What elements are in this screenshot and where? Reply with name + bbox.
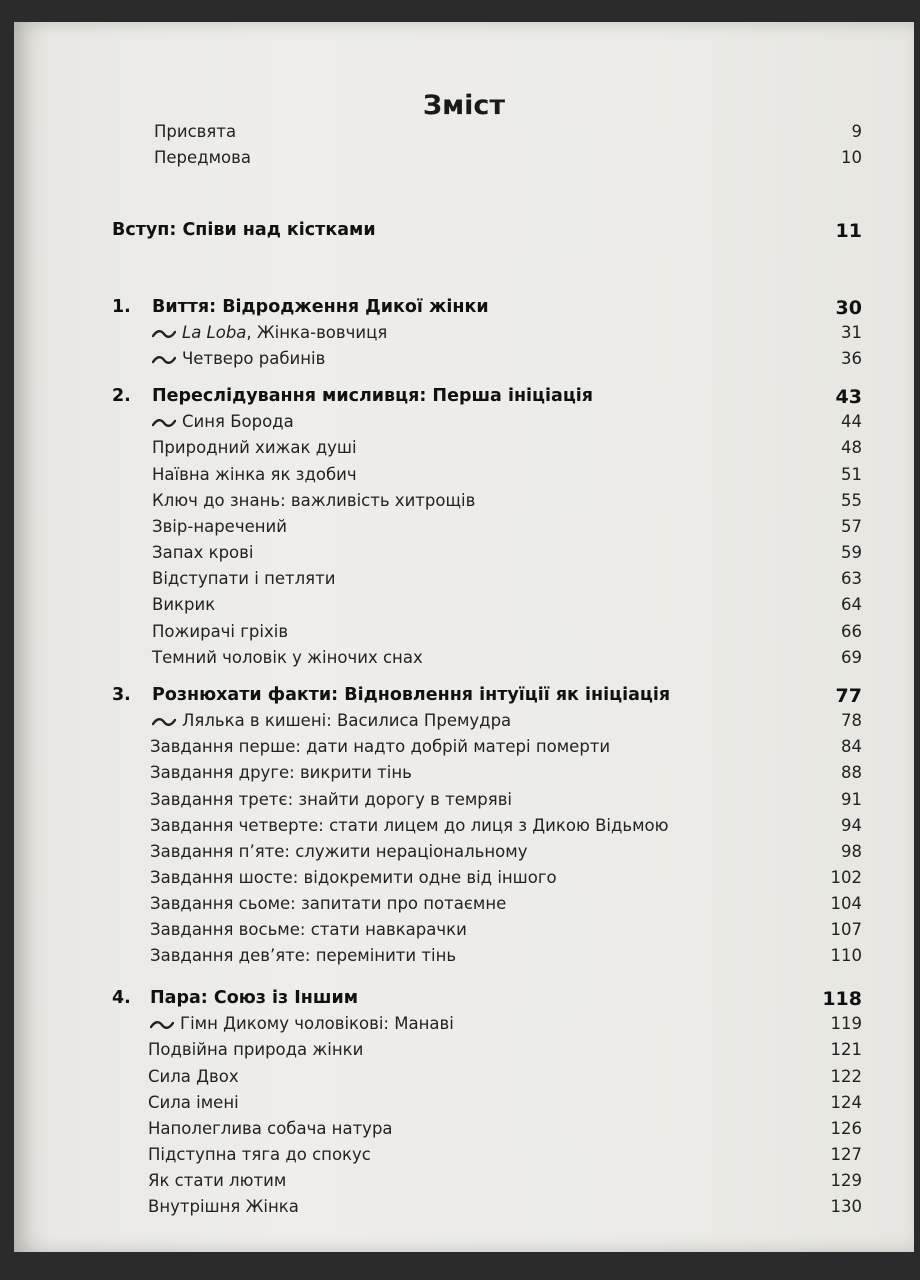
toc-section-row (14, 517, 914, 543)
toc-entry-text: Четверо рабинів (182, 349, 326, 368)
tilde-ornament-icon (150, 1020, 174, 1030)
toc-section-row (14, 1093, 914, 1119)
toc-section-row (14, 894, 914, 920)
toc-entry-title (152, 297, 489, 317)
toc-entry-text: Завдання перше: дати надто добрій матері померти (150, 737, 611, 756)
page-number: 127 (830, 1145, 862, 1164)
page-number: 69 (841, 648, 862, 667)
toc-entry-title (154, 122, 236, 141)
page-number: 119 (830, 1014, 862, 1033)
toc-entry-text: Викрик (152, 595, 216, 614)
toc-entry-text: Виття: Відродження Дикої жінки (152, 297, 489, 317)
toc-entry-text: Підступна тяга до спокус (148, 1145, 371, 1164)
toc-section-row (14, 1119, 914, 1145)
toc-section-row (14, 569, 914, 595)
page-number: 66 (841, 622, 862, 641)
toc-entry-title (148, 1093, 239, 1112)
toc-section-row (14, 790, 914, 816)
page-number: 88 (841, 763, 862, 782)
toc-entry-title (150, 868, 557, 887)
page-number: 98 (841, 842, 862, 861)
toc-section-row (14, 816, 914, 842)
toc-entry-text: Природний хижак душі (152, 438, 357, 457)
toc-entry-text: Внутрішня Жінка (148, 1197, 299, 1216)
toc-entry-title (148, 1145, 371, 1164)
toc-entry-title (112, 220, 376, 240)
toc-entry-title (150, 894, 506, 913)
toc-entry-title (152, 465, 357, 484)
toc-entry-title (148, 1171, 286, 1190)
toc-entry-text: Передмова (154, 148, 251, 167)
toc-section-row (14, 1067, 914, 1093)
toc-entry-title (152, 386, 593, 406)
toc-entry-text: Рознюхати факти: Відновлення інтуїції як ініціація (152, 685, 671, 705)
page-number: 104 (830, 894, 862, 913)
page-number: 43 (835, 386, 862, 408)
toc-section-row (14, 946, 914, 972)
toc-entry-text: Відступати і петляти (152, 569, 336, 588)
toc-chapter-row (14, 386, 914, 412)
toc-entry-title (152, 595, 215, 614)
toc-entry-text: , Жінка-вовчиця (246, 323, 388, 342)
book-page (14, 22, 914, 1252)
toc-entry-title (152, 569, 335, 588)
toc-section-row (14, 1171, 914, 1197)
toc-entry-text: Завдання п’яте: служити нераціональному (150, 842, 528, 861)
toc-entry-title (148, 1119, 393, 1138)
toc-entry-text: Запах крові (152, 543, 254, 562)
toc-tale-row (14, 412, 914, 438)
toc-entry-title (148, 1197, 299, 1216)
toc-entry-text: Присвята (154, 122, 237, 141)
page-number: 30 (835, 297, 862, 319)
page-number: 55 (841, 491, 862, 510)
toc-entry-title (154, 148, 251, 167)
toc-entry-title (150, 920, 467, 939)
toc-entry-text: Завдання друге: викрити тінь (150, 763, 412, 782)
page-number: 10 (841, 148, 862, 167)
page-number: 124 (830, 1093, 862, 1112)
toc-entry-text: Пожирачі гріхів (152, 622, 289, 641)
toc-entry-title (152, 491, 475, 510)
toc-entry-text: Ключ до знань: важливість хитрощів (152, 491, 476, 510)
toc-entry-title (152, 412, 294, 431)
toc-entry-title (150, 816, 669, 835)
page-number: 51 (841, 465, 862, 484)
tilde-ornament-icon (152, 717, 176, 727)
page-number: 31 (841, 323, 862, 342)
chapter-number: 1. (112, 297, 131, 317)
toc-chapter-row (14, 685, 914, 711)
toc-section-row (14, 122, 914, 148)
toc-entry-title (152, 517, 287, 536)
page-number: 126 (830, 1119, 862, 1138)
toc-entry-title (150, 988, 358, 1008)
toc-entry-text: Переслідування мисливця: Перша ініціація (152, 386, 594, 406)
toc-entry-title (150, 946, 456, 965)
toc-entry-text: Темний чоловік у жіночих снах (152, 648, 423, 667)
toc-entry-title (150, 737, 610, 756)
toc-chapter-row (14, 988, 914, 1014)
toc-entry-title (150, 763, 412, 782)
toc-entry-text: Подвійна природа жінки (148, 1040, 364, 1059)
page-number: 129 (830, 1171, 862, 1190)
toc-entry-title (152, 711, 511, 730)
toc-entry-text: Гімн Дикому чоловікові: Манаві (180, 1014, 454, 1033)
toc-tale-row (14, 349, 914, 375)
tilde-ornament-icon (152, 355, 176, 365)
chapter-number: 4. (112, 988, 131, 1008)
toc-chapter-row (14, 297, 914, 323)
toc-tale-row (14, 323, 914, 349)
toc-section-row (14, 920, 914, 946)
chapter-number: 2. (112, 386, 131, 406)
page-number: 110 (830, 946, 862, 965)
page-number: 78 (841, 711, 862, 730)
toc-entry-text: Завдання шосте: відокремити одне від іншого (150, 868, 557, 887)
tilde-ornament-icon (152, 418, 176, 428)
toc-section-row (14, 438, 914, 464)
page-number: 48 (841, 438, 862, 457)
page-number: 107 (830, 920, 862, 939)
toc-entry-text: Пара: Союз із Іншим (150, 988, 359, 1008)
toc-tale-row (14, 711, 914, 737)
toc-entry-title (152, 685, 670, 705)
page-title: Зміст (422, 90, 506, 121)
toc-entry-text: Наполеглива собача натура (148, 1119, 393, 1138)
toc-entry-title (152, 648, 423, 667)
toc-section-row (14, 648, 914, 674)
toc-section-row (14, 763, 914, 789)
toc-entry-text: Лялька в кишені: Василиса Премудра (182, 711, 512, 730)
toc-entry-title (150, 842, 527, 861)
toc-entry-text: Вступ: Співи над кістками (112, 220, 376, 240)
page-number: 77 (835, 685, 862, 707)
toc-section-row (14, 737, 914, 763)
toc-entry-text: Синя Борода (182, 412, 294, 431)
toc-chapter-row (14, 220, 914, 246)
toc-section-row (14, 595, 914, 621)
toc-entry-title (152, 323, 387, 342)
toc-section-row (14, 868, 914, 894)
toc-entry-text: Сила Двох (148, 1067, 239, 1086)
toc-tale-row (14, 1014, 914, 1040)
toc-entry-text: Наївна жінка як здобич (152, 465, 357, 484)
page-number: 102 (830, 868, 862, 887)
page-number: 59 (841, 543, 862, 562)
italic-title-part: La Loba (182, 323, 247, 342)
page-number: 118 (822, 988, 862, 1010)
chapter-number: 3. (112, 685, 131, 705)
toc-section-row (14, 465, 914, 491)
page-number: 44 (841, 412, 862, 431)
toc-entry-text: Як стати лютим (148, 1171, 287, 1190)
toc-entry-text: Звір-наречений (152, 517, 287, 536)
page-number: 11 (835, 220, 862, 242)
toc-entry-title (150, 1014, 454, 1033)
toc-entry-title (152, 438, 357, 457)
page-number: 63 (841, 569, 862, 588)
page-number: 130 (830, 1197, 862, 1216)
toc-entry-title (152, 349, 325, 368)
page-number: 64 (841, 595, 862, 614)
page-number: 94 (841, 816, 862, 835)
toc-section-row (14, 622, 914, 648)
page-number: 121 (830, 1040, 862, 1059)
toc-entry-text: Завдання третє: знайти дорогу в темряві (150, 790, 513, 809)
page-number: 57 (841, 517, 862, 536)
toc-entry-title (148, 1040, 363, 1059)
toc-entry-text: Завдання сьоме: запитати про потаємне (150, 894, 507, 913)
toc-entry-title (152, 622, 288, 641)
toc-entry-text: Завдання четверте: стати лицем до лиця з Дикою Відьмою (150, 816, 669, 835)
toc-section-row (14, 1040, 914, 1066)
page-number: 84 (841, 737, 862, 756)
tilde-ornament-icon (152, 329, 176, 339)
toc-section-row (14, 543, 914, 569)
page-number: 9 (851, 122, 862, 141)
toc-entry-text: Завдання восьме: стати навкарачки (150, 920, 467, 939)
toc-entry-title (148, 1067, 239, 1086)
toc-entry-title (152, 543, 253, 562)
toc-entry-text: Завдання дев’яте: перемінити тінь (150, 946, 457, 965)
toc-section-row (14, 1197, 914, 1223)
toc-entry-title (150, 790, 512, 809)
page-number: 91 (841, 790, 862, 809)
toc-section-row (14, 491, 914, 517)
toc-section-row (14, 148, 914, 174)
page-number: 36 (841, 349, 862, 368)
toc-entry-text: Сила імені (148, 1093, 239, 1112)
page-number: 122 (830, 1067, 862, 1086)
toc-section-row (14, 1145, 914, 1171)
toc-section-row (14, 842, 914, 868)
